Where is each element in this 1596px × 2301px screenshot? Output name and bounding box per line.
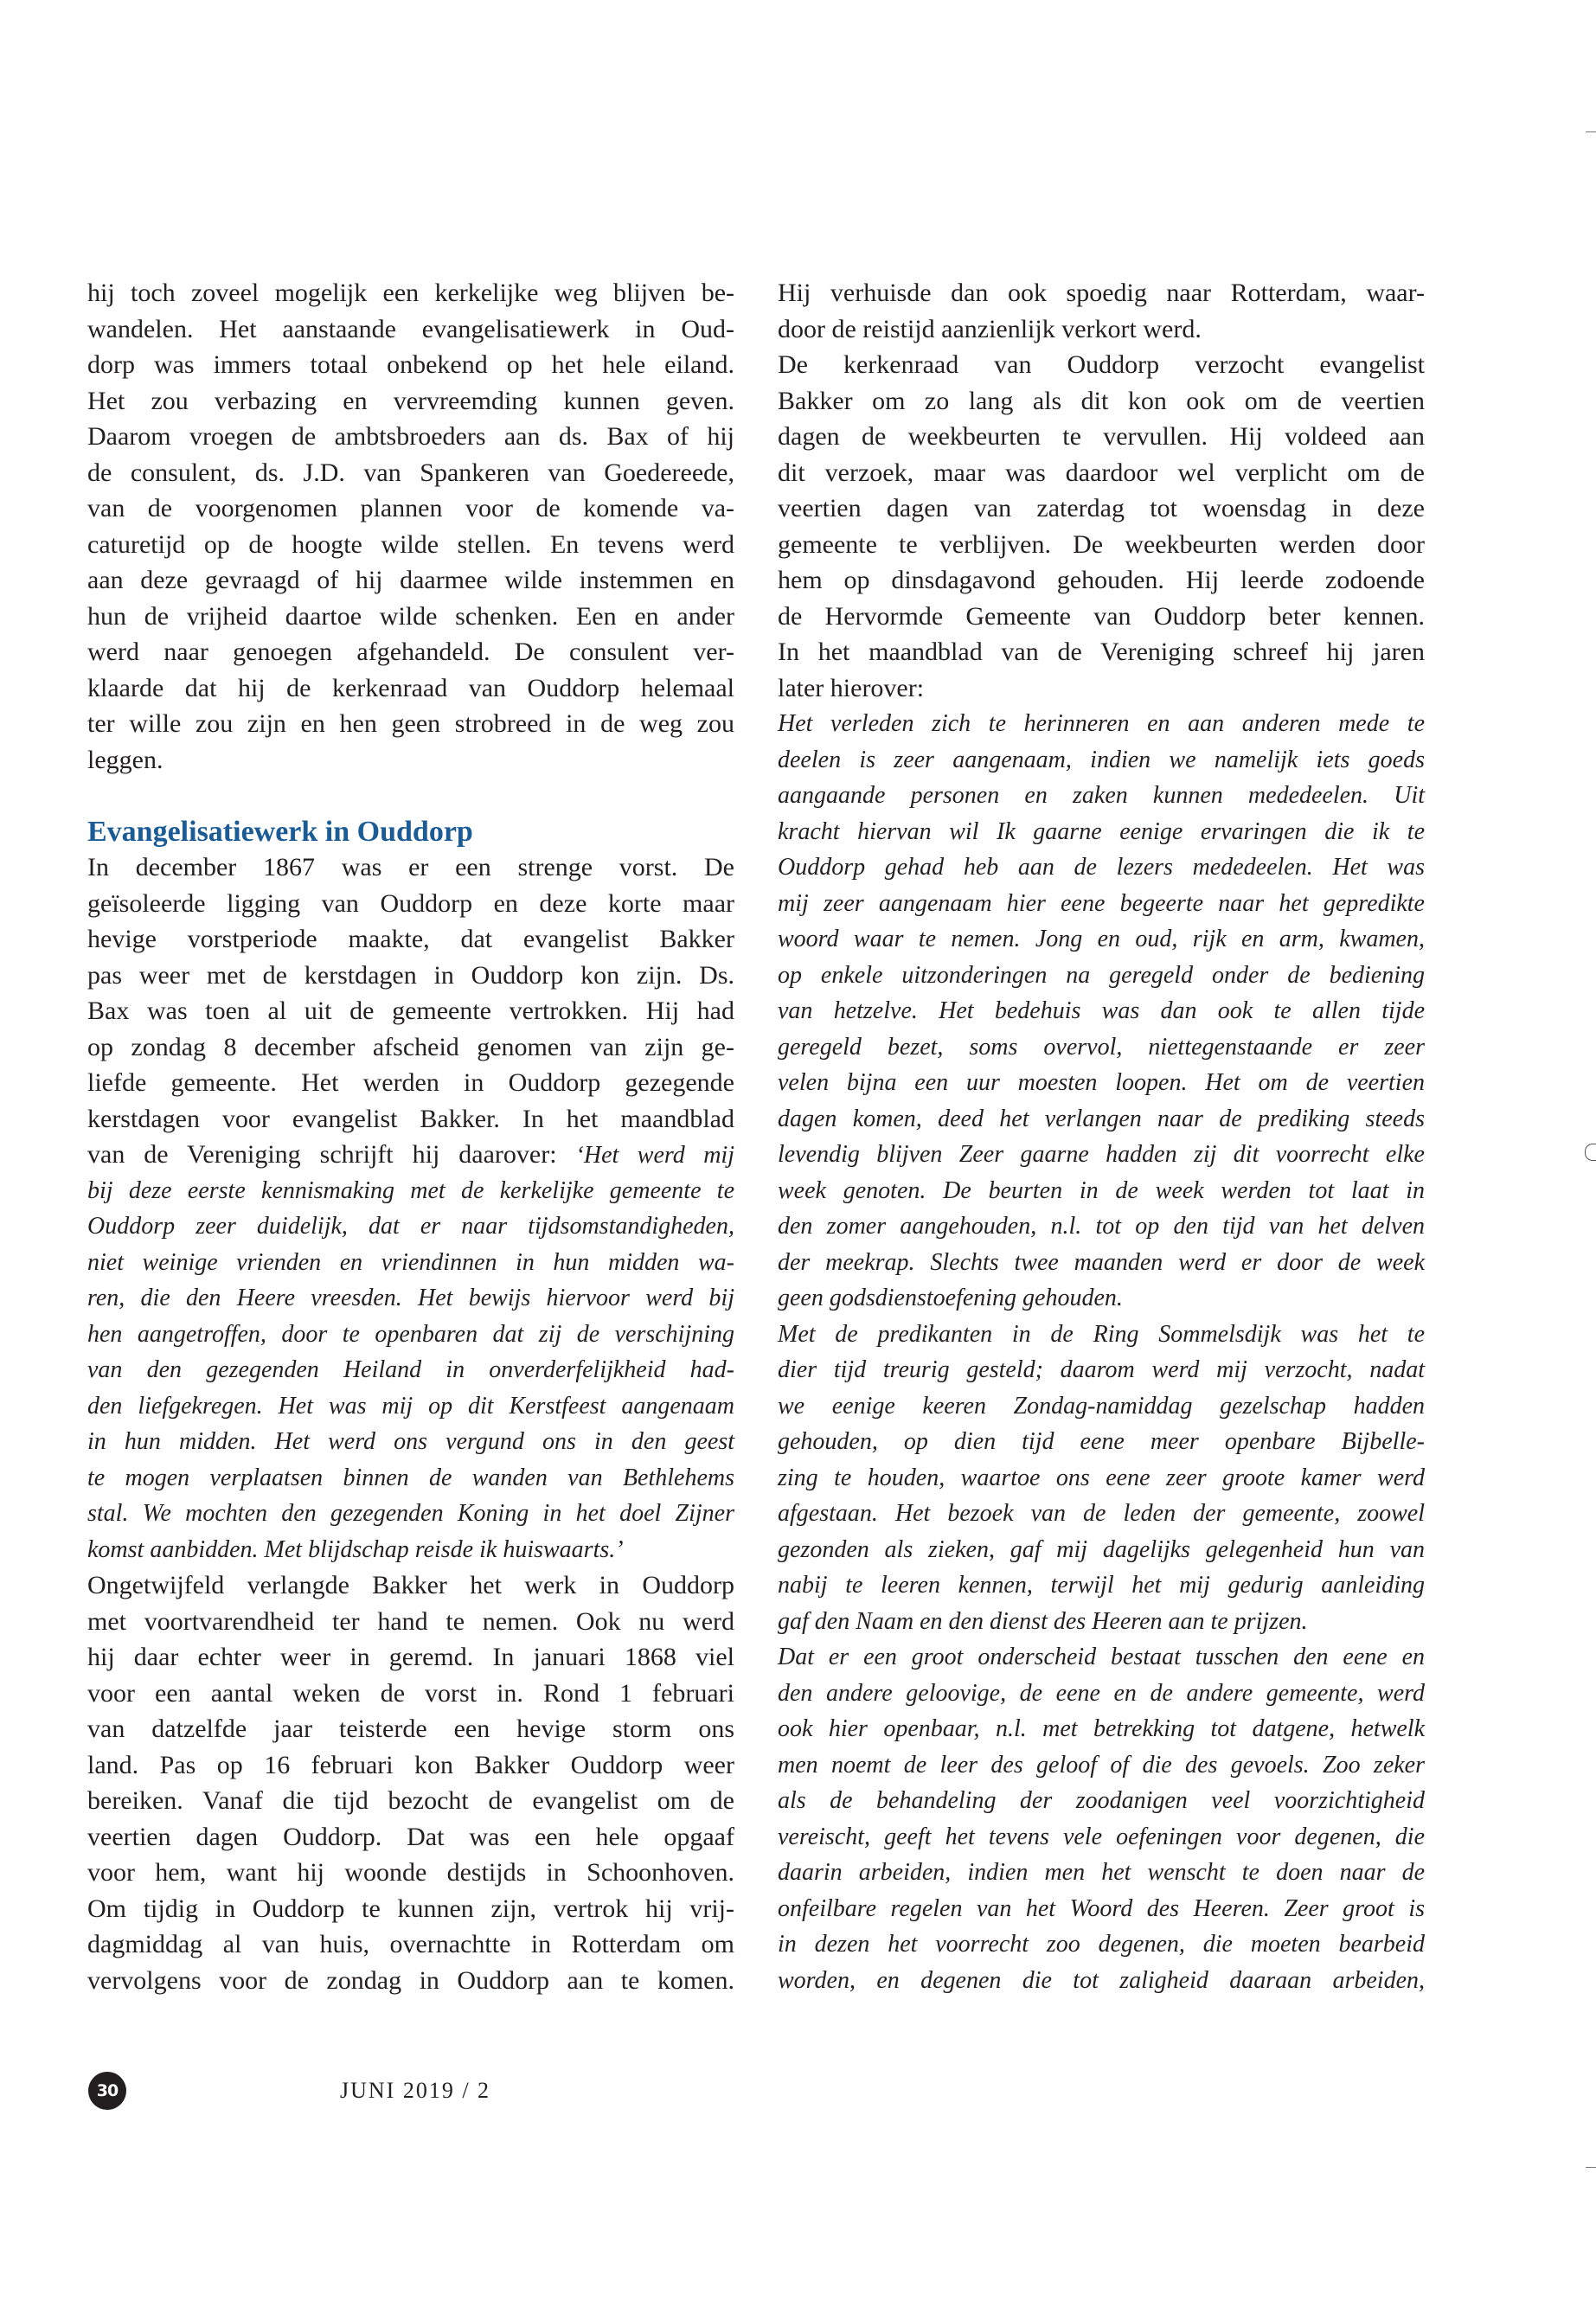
text-segment: hem op dinsdagavond gehouden. Hij leerde zodoende — [778, 566, 1425, 594]
section-heading: Evangelisatiewerk in Ouddorp — [87, 815, 473, 848]
text-line — [778, 599, 1425, 635]
text-segment: de consulent, ds. J.D. van Spankeren van Goedereede, — [87, 458, 734, 487]
text-segment: liefde gemeente. Het werden in Ouddorp gezegende — [87, 1068, 734, 1097]
text-segment: dagmiddag al van huis, overnachtte in Rotterdam om — [87, 1930, 734, 1958]
text-segment: vereischt, geeft het tevens vele oefeningen voor degenen, die — [778, 1823, 1425, 1850]
text-line — [87, 311, 734, 348]
text-line — [87, 1963, 734, 1999]
text-segment: hevige vorstperiode maakte, dat evangelist Bakker — [87, 925, 734, 953]
text-segment: van de Vereniging schrijft hij daarover: — [87, 1140, 576, 1169]
text-segment: veertien dagen van zaterdag tot woensdag in deze — [778, 494, 1425, 522]
text-segment: in dezen het voorrecht zoo degenen, die moeten bearbeid — [778, 1931, 1425, 1958]
text-segment: Hij verhuisde dan ook spoedig naar Rotterdam, waar- — [778, 279, 1425, 307]
text-segment: niet weinige vrienden en vriendinnen in hun midden wa- — [87, 1248, 734, 1276]
text-segment: den andere geloovige, de eene en de andere gemeente, werd — [778, 1679, 1425, 1707]
text-line — [87, 1891, 734, 1927]
text-segment: van datzelfde jaar teisterde een hevige storm ons — [87, 1715, 734, 1743]
text-segment: afgestaan. Het bezoek van de leden der gemeente, zoowel — [778, 1500, 1425, 1527]
text-line — [778, 1963, 1425, 1999]
text-segment: dit verzoek, maar was daardoor wel verplicht om de — [778, 458, 1425, 487]
text-line — [778, 706, 1425, 742]
text-segment: gemeente te verblijven. De weekbeurten werden door — [778, 529, 1425, 559]
text-line — [87, 1173, 734, 1209]
text-line — [778, 886, 1425, 922]
crop-mark — [1586, 2167, 1596, 2168]
text-segment: we eenige keeren Zondag-namiddag gezelschap hadden — [778, 1392, 1425, 1420]
text-line — [778, 634, 1425, 670]
text-line — [778, 1819, 1425, 1856]
text-line — [778, 1208, 1425, 1245]
text-segment: Met de predikanten in de Ring Sommelsdijk was het te — [778, 1320, 1425, 1348]
text-segment: daarin arbeiden, indien men het wenscht te doen naar de — [778, 1859, 1425, 1886]
text-segment: als de behandeling der zoodanigen veel voorzichtigheid — [778, 1787, 1425, 1814]
text-line — [87, 1783, 734, 1819]
text-segment: hun de vrijheid daartoe wilde schenken. Een en ander — [87, 601, 734, 631]
text-line — [778, 1747, 1425, 1784]
text-line — [87, 886, 734, 922]
text-segment: Daarom vroegen de ambtsbroeders aan ds. Bax of hij — [87, 422, 734, 451]
text-line — [778, 1496, 1425, 1532]
text-segment: klaarde dat hij de kerkenraad van Ouddorp helemaal — [87, 673, 734, 702]
text-segment: van de voorgenomen plannen voor de komende va- — [87, 494, 734, 522]
text-line — [778, 562, 1425, 599]
text-segment: kerstdagen voor evangelist Bakker. In het maandblad — [87, 1104, 734, 1133]
text-line — [87, 742, 734, 779]
text-segment: op zondag 8 december afscheid genomen van zijn ge- — [87, 1032, 734, 1061]
text-segment: Ouddorp gehad heb aan de lezers mededeelen. Het was — [778, 854, 1425, 881]
text-segment: hen aangetroffen, door te openbaren dat zij de verschijning — [87, 1320, 734, 1348]
text-line — [87, 1352, 734, 1388]
text-line — [87, 1029, 734, 1066]
text-line — [87, 1137, 734, 1173]
text-segment: hij toch zoveel mogelijk een kerkelijke weg blijven be- — [87, 279, 734, 307]
text-line — [87, 958, 734, 994]
text-line — [87, 383, 734, 420]
text-segment: hij daar echter weer in geremd. In januari 1868 viel — [87, 1643, 734, 1671]
text-line — [778, 490, 1425, 527]
quote-segment: ‘Het werd mij — [575, 1142, 734, 1169]
text-segment: van hetzelve. Het bedehuis was dan ook te allen tijde — [778, 997, 1425, 1024]
text-line — [778, 1388, 1425, 1425]
text-line — [778, 1926, 1425, 1963]
text-line — [87, 1819, 734, 1856]
text-segment: men noemt de leer des geloof of die des gevoels. Zoo zeker — [778, 1751, 1425, 1779]
text-line — [778, 1532, 1425, 1568]
text-line — [87, 455, 734, 491]
text-segment: der meekrap. Slechts twee maanden werd er door de week — [778, 1248, 1425, 1276]
text-segment: wandelen. Het aanstaande evangelisatiewerk in Oud- — [87, 314, 734, 343]
text-segment: dagen de weekbeurten te vervullen. Hij voldeed aan — [778, 422, 1425, 451]
text-line — [87, 1567, 734, 1604]
text-segment: veertien dagen Ouddorp. Dat was een hele opgaaf — [87, 1822, 734, 1851]
text-line — [87, 490, 734, 527]
text-line — [778, 1352, 1425, 1388]
text-segment: land. Pas op 16 februari kon Bakker Ouddorp weer — [87, 1750, 734, 1779]
text-segment: geïsoleerde ligging van Ouddorp en deze korte maar — [87, 888, 734, 918]
text-segment: komst aanbidden. Met blijdschap reisde ik huiswaarts.’ — [87, 1535, 624, 1563]
text-segment: gaf den Naam en den dienst des Heeren aan te prijzen. — [778, 1607, 1308, 1635]
text-line — [778, 1137, 1425, 1173]
text-line — [778, 742, 1425, 779]
text-line — [87, 1280, 734, 1317]
text-segment: Ongetwijfeld verlangde Bakker het werk in Ouddorp — [87, 1571, 734, 1599]
text-line — [87, 1532, 734, 1568]
text-segment: onfeilbare regelen van het Woord des Heeren. Zeer groot is — [778, 1894, 1425, 1922]
text-segment: deelen is zeer aangenaam, indien we namelijk iets goeds — [778, 746, 1425, 773]
text-line — [87, 921, 734, 958]
text-line — [778, 1317, 1425, 1353]
text-segment: geen godsdienstoefening gehouden. — [778, 1285, 1123, 1311]
text-segment: voor hem, want hij woonde destijds in Schoonhoven. — [87, 1858, 734, 1887]
left-column — [87, 275, 734, 1998]
text-line — [778, 527, 1425, 563]
text-segment: bereiken. Vanaf die tijd bezocht de evangelist om de — [87, 1786, 734, 1815]
text-segment: pas weer met de kerstdagen in Ouddorp kon zijn. Ds. — [87, 960, 734, 990]
text-segment: de Hervormde Gemeente van Ouddorp beter kennen. — [778, 601, 1425, 631]
text-line — [87, 1604, 734, 1640]
text-line — [778, 1280, 1425, 1317]
text-segment: Dat er een groot onderscheid bestaat tusschen den eene en — [778, 1644, 1425, 1670]
text-segment: ter wille zou zijn en hen geen strobreed in de weg zou — [87, 709, 734, 738]
text-segment: gezonden als zieken, gaf mij dagelijks gelegenheid hun van — [778, 1535, 1425, 1563]
text-line — [87, 1639, 734, 1676]
text-line — [87, 1926, 734, 1963]
text-line — [87, 1208, 734, 1245]
text-segment: op enkele uitzonderingen na geregeld onder de bediening — [778, 961, 1425, 989]
text-line — [778, 814, 1425, 850]
text-segment: leggen. — [87, 745, 163, 774]
text-segment: De kerkenraad van Ouddorp verzocht evangelist — [778, 350, 1425, 379]
text-segment: In december 1867 was er een strenge vorst. De — [87, 853, 734, 881]
text-segment: levendig blijven Zeer gaarne hadden zij dit voorrecht elke — [778, 1141, 1425, 1168]
text-segment: caturetijd op de hoogte wilde stellen. En tevens werd — [87, 529, 734, 559]
text-line — [87, 993, 734, 1029]
text-line — [778, 1424, 1425, 1460]
text-line — [87, 849, 734, 886]
text-segment: geregeld bezet, soms overvol, niettegenstaande er zeer — [778, 1033, 1425, 1061]
text-segment: door de reistijd aanzienlijk verkort werd. — [778, 314, 1202, 343]
text-line — [87, 1747, 734, 1784]
text-line — [87, 634, 734, 670]
text-line — [87, 1065, 734, 1101]
text-line — [87, 1245, 734, 1281]
text-segment: Bakker om zo lang als dit kon ook om de veertien — [778, 386, 1425, 415]
text-segment: Om tijdig in Ouddorp te kunnen zijn, vertrok hij vrij- — [87, 1894, 734, 1923]
text-line — [778, 1245, 1425, 1281]
text-line — [778, 347, 1425, 383]
text-line — [778, 849, 1425, 886]
text-segment: later hierover: — [778, 673, 925, 702]
text-line — [87, 275, 734, 311]
text-line — [778, 419, 1425, 455]
right-column — [778, 275, 1425, 1998]
text-line — [778, 1173, 1425, 1209]
text-line — [87, 419, 734, 455]
text-line — [778, 921, 1425, 958]
text-segment: te mogen verplaatsen binnen de wanden van Bethlehems — [87, 1464, 734, 1491]
text-segment: gehouden, op dien tijd eene meer openbare Bijbelle- — [778, 1428, 1425, 1455]
text-segment: bij deze eerste kennismaking met de kerkelijke gemeente te — [87, 1176, 734, 1204]
page-number-badge: 30 — [88, 2072, 126, 2110]
text-segment: dier tijd treurig gesteld; daarom werd mij verzocht, nadat — [778, 1356, 1425, 1383]
text-segment: den zomer aangehouden, n.l. tot op den tijd van het delven — [778, 1213, 1425, 1240]
text-line — [87, 1424, 734, 1460]
text-line — [87, 1676, 734, 1712]
text-segment: ren, die den Heere vreesden. Het bewijs hiervoor werd bij — [87, 1285, 734, 1311]
text-line — [778, 1101, 1425, 1138]
text-segment: week genoten. De beurten in de week werden tot laat in — [778, 1176, 1425, 1204]
text-line — [778, 958, 1425, 994]
text-line — [87, 1317, 734, 1353]
text-segment: aangaande personen en zaken kunnen mededeelen. Uit — [778, 782, 1425, 809]
crop-mark — [1586, 131, 1596, 132]
text-line — [778, 1065, 1425, 1101]
text-segment: woord waar te nemen. Jong en oud, rijk en arm, kwamen, — [778, 926, 1425, 952]
text-line — [87, 1711, 734, 1747]
text-segment: nabij te leeren kennen, terwijl het mij gedurig aanleiding — [778, 1572, 1425, 1599]
text-line — [778, 1711, 1425, 1747]
text-segment: werd naar genoegen afgehandeld. De consulent ver- — [87, 638, 734, 666]
text-line — [87, 527, 734, 563]
issue-label: JUNI 2019 / 2 — [340, 2078, 491, 2103]
text-segment: Bax was toen al uit de gemeente vertrokken. Hij had — [87, 997, 734, 1025]
text-line — [778, 275, 1425, 311]
text-segment: zing te houden, waartoe ons eene zeer groote kamer werd — [778, 1464, 1425, 1491]
text-segment: aan deze gevraagd of hij daarmee wilde instemmen en — [87, 566, 734, 594]
text-line — [778, 778, 1425, 814]
text-segment: worden, en degenen die tot zaligheid daaraan arbeiden, — [778, 1966, 1425, 1994]
text-line — [87, 562, 734, 599]
text-line — [778, 1783, 1425, 1819]
text-line — [87, 1496, 734, 1532]
text-segment: velen bijna een uur moesten loopen. Het om de veertien — [778, 1069, 1425, 1096]
text-segment: kracht hiervan wil Ik gaarne eenige ervaringen die ik te — [778, 817, 1425, 845]
registration-mark-icon — [1585, 1144, 1596, 1161]
text-line — [778, 455, 1425, 491]
text-segment: stal. We mochten den gezegenden Koning in het doel Zijner — [87, 1500, 734, 1527]
text-line — [87, 670, 734, 707]
text-line — [87, 599, 734, 635]
text-line — [87, 1101, 734, 1138]
text-line — [87, 1460, 734, 1497]
text-line — [778, 1855, 1425, 1891]
text-line — [778, 1029, 1425, 1066]
text-line — [87, 1388, 734, 1425]
text-segment: Het verleden zich te herinneren en aan anderen mede te — [778, 710, 1425, 737]
text-line — [778, 1460, 1425, 1497]
text-line — [778, 1891, 1425, 1927]
text-segment: in hun midden. Het werd ons vergund ons in den geest — [87, 1428, 734, 1455]
text-line — [778, 993, 1425, 1029]
text-line — [778, 1639, 1425, 1676]
text-line — [87, 1855, 734, 1891]
text-line — [778, 1676, 1425, 1712]
text-line — [778, 311, 1425, 348]
text-segment: met voortvarendheid ter hand te nemen. Ook nu werd — [87, 1606, 734, 1636]
text-segment: Ouddorp zeer duidelijk, dat er naar tijdsomstandigheden, — [87, 1213, 734, 1240]
text-segment: van den gezegenden Heiland in onverderfelijkheid had- — [87, 1356, 734, 1383]
text-line — [778, 1604, 1425, 1640]
text-line — [87, 347, 734, 383]
text-line — [87, 706, 734, 742]
text-segment: ook hier openbaar, n.l. met betrekking tot datgene, hetwelk — [778, 1715, 1425, 1742]
text-segment: dagen komen, deed het verlangen naar de prediking steeds — [778, 1105, 1425, 1132]
text-segment: In het maandblad van de Vereniging schreef hij jaren — [778, 638, 1425, 666]
spacer — [87, 778, 734, 814]
text-line — [778, 383, 1425, 420]
text-segment: mij zeer aangenaam hier eene begeerte naar het gepredikte — [778, 889, 1425, 917]
text-line — [778, 670, 1425, 707]
text-line — [778, 1567, 1425, 1604]
text-segment: dorp was immers totaal onbekend op het hele eiland. — [87, 350, 734, 379]
text-segment: vervolgens voor de zondag in Ouddorp aan te komen. — [87, 1965, 734, 1995]
text-segment: Het zou verbazing en vervreemding kunnen geven. — [87, 386, 734, 415]
text-segment: voor een aantal weken de vorst in. Rond 1 februari — [87, 1678, 734, 1708]
text-segment: den liefgekregen. Het was mij op dit Kerstfeest aangenaam — [87, 1392, 734, 1420]
